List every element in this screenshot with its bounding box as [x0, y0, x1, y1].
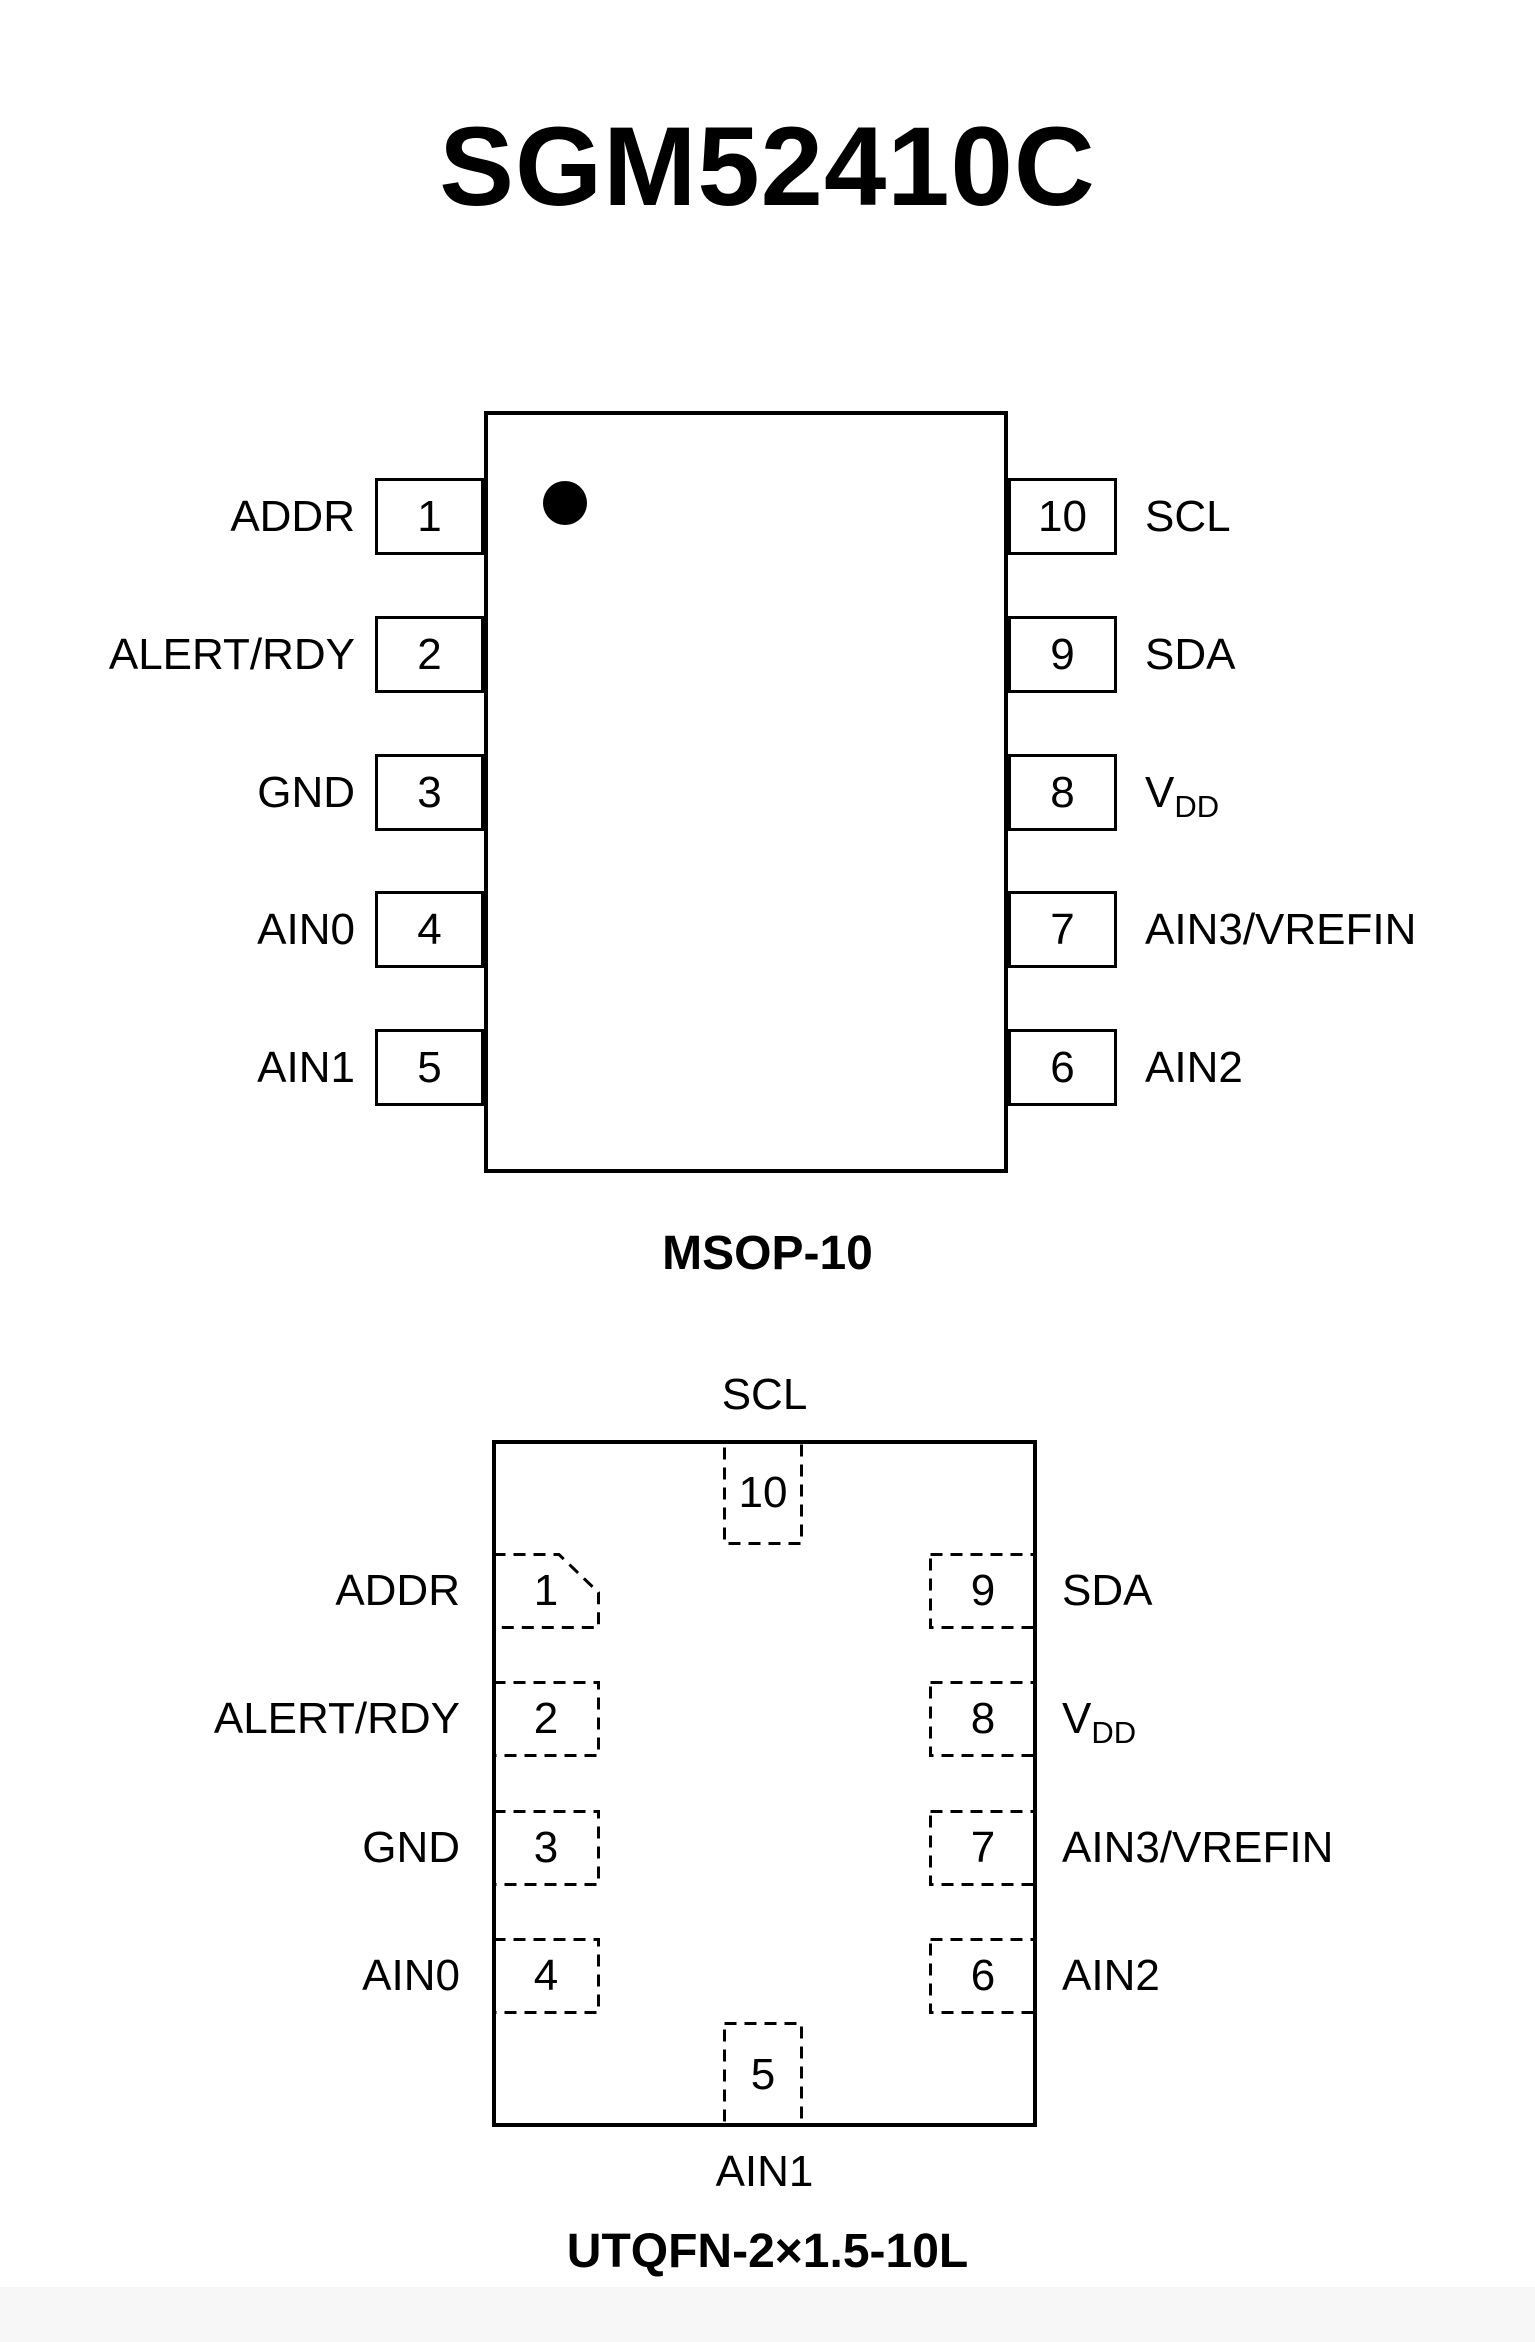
msop-package-outline [484, 411, 1008, 1173]
msop-pin-box-10 [1008, 478, 1117, 555]
pin-number-text: 2 [417, 629, 442, 679]
pin-number-text: 2 [533, 1694, 559, 1743]
pin-number-text: 6 [1050, 1042, 1075, 1092]
msop-pin-box-6 [1008, 1029, 1117, 1106]
pin-number-text: 10 [1038, 491, 1087, 541]
page-bottom-strip [0, 2287, 1535, 2342]
utqfn-pin-number-4 [492, 1938, 600, 2014]
utqfn-pin-number-6 [929, 1938, 1037, 2014]
pin-number-text: 7 [970, 1823, 996, 1872]
pin-number-text: 4 [533, 1951, 559, 2000]
msop-pin-box-2 [375, 616, 484, 693]
page-title: SGM52410C [439, 104, 1096, 229]
pin-label-vdd [1062, 1681, 1442, 1757]
pin-number-text: 3 [533, 1823, 559, 1872]
utqfn-bottom-pin-label: AIN1 [715, 2147, 814, 2196]
utqfn-pin-number-7 [929, 1810, 1037, 1886]
pin-name-text: AIN2 [1062, 1951, 1160, 2000]
pin-label-sda [1145, 616, 1485, 693]
pin-name-text: AIN3/VREFIN [1145, 905, 1417, 954]
msop-pin-box-3 [375, 754, 484, 831]
msop-pin-box-8 [1008, 754, 1117, 831]
pin-name-text: GND [362, 1823, 460, 1872]
pin-label-ain0 [100, 1938, 460, 2014]
pin-label-scl [1145, 478, 1485, 555]
msop-package-caption: MSOP-10 [662, 1227, 873, 1280]
pin-name-subscript: DD [1174, 789, 1220, 824]
pin-name-text: ADDR [230, 492, 355, 541]
pin-label-sda [1062, 1553, 1442, 1629]
msop-pin1-indicator-dot [543, 481, 587, 525]
pin-name-subscript: DD [1091, 1715, 1137, 1750]
pin-name-text: AIN3/VREFIN [1062, 1823, 1334, 1872]
utqfn-pin-number-3 [492, 1810, 600, 1886]
pin-label-alert-rdy [100, 1681, 460, 1757]
pin-label-ain3-vrefin [1062, 1810, 1442, 1886]
pin-label-gnd [100, 1810, 460, 1886]
utqfn-package-caption: UTQFN-2×1.5-10L [566, 2225, 969, 2278]
pin-name-text: SDA [1145, 630, 1236, 679]
pin-name-text: SDA [1062, 1566, 1153, 1615]
pin-label-alert-rdy [60, 616, 355, 693]
pin-number-text: 1 [533, 1566, 559, 1615]
pin-number-text: 4 [417, 904, 442, 954]
pin-name-text: V [1062, 1694, 1092, 1743]
pin-number-text: 5 [750, 2049, 776, 2099]
utqfn-pin-number-9 [929, 1553, 1037, 1629]
utqfn-pin-number-8 [929, 1681, 1037, 1757]
utqfn-pin-number-2 [492, 1681, 600, 1757]
pin-name-text: V [1145, 768, 1175, 817]
pin-name-text: SCL [1145, 492, 1231, 541]
pin-label-ain3-vrefin [1145, 891, 1485, 968]
pin-number-text: 10 [738, 1467, 788, 1517]
pin-name-text: ALERT/RDY [108, 630, 355, 679]
utqfn-top-pin-label: SCL [721, 1370, 808, 1419]
pin-name-text: AIN0 [257, 905, 355, 954]
pin-label-addr [60, 478, 355, 555]
msop-pin-box-7 [1008, 891, 1117, 968]
msop-pin-box-1 [375, 478, 484, 555]
pin-label-ain1 [60, 1029, 355, 1106]
pin-label-ain0 [60, 891, 355, 968]
pin-number-text: 1 [417, 491, 442, 541]
utqfn-pin-number-5 [723, 2022, 803, 2127]
pin-name-text: ALERT/RDY [213, 1694, 460, 1743]
msop-pin-box-9 [1008, 616, 1117, 693]
pin-number-text: 5 [417, 1042, 442, 1092]
msop-pin-box-5 [375, 1029, 484, 1106]
pin-label-ain2 [1062, 1938, 1442, 2014]
pin-label-vdd [1145, 754, 1485, 831]
pin-name-text: GND [257, 768, 355, 817]
pin-number-text: 6 [970, 1951, 996, 2000]
pin-name-text: AIN2 [1145, 1043, 1243, 1092]
pin-name-text: ADDR [335, 1566, 460, 1615]
pin-label-ain2 [1145, 1029, 1485, 1106]
utqfn-pin-number-1 [492, 1553, 600, 1629]
pin-number-text: 8 [1050, 767, 1075, 817]
pin-name-text: AIN1 [257, 1043, 355, 1092]
pin-label-gnd [60, 754, 355, 831]
msop-pin-box-4 [375, 891, 484, 968]
pin-number-text: 7 [1050, 904, 1075, 954]
utqfn-pin-number-10 [723, 1440, 803, 1545]
pin-number-text: 9 [970, 1566, 996, 1615]
pin-label-addr [100, 1553, 460, 1629]
pin-name-text: AIN0 [362, 1951, 460, 2000]
pin-number-text: 9 [1050, 629, 1075, 679]
pin-number-text: 8 [970, 1694, 996, 1743]
pin-number-text: 3 [417, 767, 442, 817]
